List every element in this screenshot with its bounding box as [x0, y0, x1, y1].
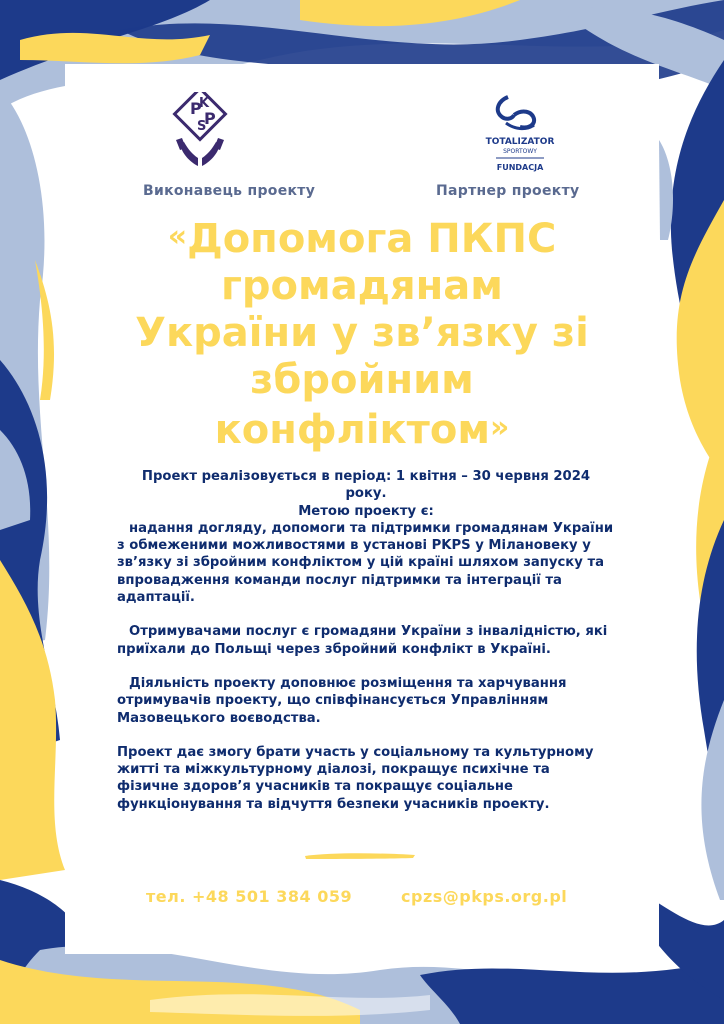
yellow-divider	[303, 851, 417, 860]
activity-paragraph: Діяльність проекту доповнює розміщення та харчування отримувачів проекту, що співфінансується Управлінням Мазовецького воєводства.	[117, 675, 567, 726]
phone-link[interactable]: тел. +48 501 384 059	[146, 887, 353, 906]
title-close-quote: »	[490, 410, 510, 445]
logo-letter-p1: P	[190, 99, 202, 118]
logo-totalizator-text: TOTALIZATOR	[485, 137, 555, 147]
title-line-4: збройним	[250, 357, 474, 403]
recipients-paragraph: Отримувачами послуг є громадяни України з інвалідністю, які приїхали до Польщі через збройний конфлікт в Україні.	[117, 624, 608, 657]
logo-letter-p2: P	[204, 109, 216, 128]
title-line-5: конфліктом»	[214, 407, 510, 453]
partner-label: Партнер проекту	[436, 183, 580, 199]
title-open-quote: «	[167, 219, 188, 254]
logo-sportowy-text: SPORTOWY	[503, 148, 537, 155]
benefits-paragraph: Проект дає змогу брати участь у соціальному та культурному житті та міжкультурному діалозі, покращує психічне та фізичне здоров’я учасників та покращує соціальне функціонування та відчуття безпеки учасників проекту.	[117, 744, 594, 812]
project-description	[117, 468, 615, 813]
logo-letter-s: S	[197, 119, 207, 134]
logo-fundacja-text: FUNDACJA	[496, 163, 544, 172]
email-link[interactable]: cpzs@pkps.org.pl	[401, 887, 568, 906]
period-text: Проект реалізовується в період: 1 квітня – 30 червня 2024 року.	[141, 469, 591, 502]
goal-paragraph: надання догляду, допомоги та підтримки громадянам України з обмеженими можливостями в установі PKPS у Мілановеку у зв’язку зі збройним конфліктом у цій країні шляхом запуску та впровадження команди послуг підтримки та інтеграції та адаптації.	[117, 520, 614, 606]
title-line-3: України у зв’язку зі	[135, 310, 589, 356]
executor-label: Виконавець проекту	[143, 183, 316, 199]
title-line-2: громадянам	[220, 263, 503, 309]
pkps-logo	[140, 92, 260, 172]
logo-letter-k: K	[199, 96, 210, 111]
poster-title	[90, 213, 634, 454]
goal-heading: Метою проекту є:	[298, 503, 434, 519]
title-line-1: «Допомога ПКПС	[167, 216, 557, 262]
totalizator-sportowy-logo	[470, 95, 570, 180]
